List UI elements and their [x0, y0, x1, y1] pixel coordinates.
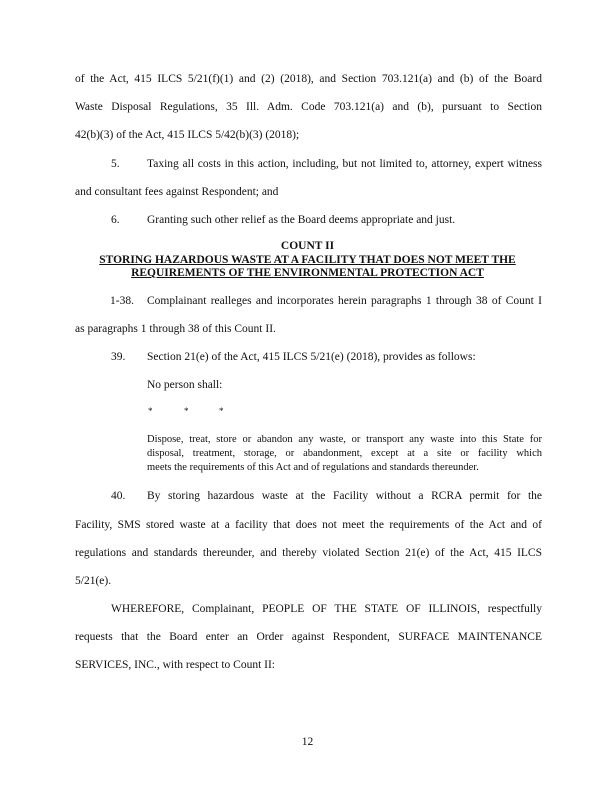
quote-intro: No person shall:: [147, 379, 223, 391]
text-line: as paragraphs 1 through 38 of this Count II.: [75, 323, 276, 335]
count-title-text: STORING HAZARDOUS WASTE AT A FACILITY THAT DOES NOT MEET THE: [99, 254, 516, 266]
text-line: Taxing all costs in this action, including, but not limited to, attorney, expert witness: [147, 158, 542, 170]
count-label: COUNT II: [280, 240, 335, 252]
quote-line: Dispose, treat, store or abandon any waste, or transport any waste into this State for: [147, 434, 542, 445]
ellipsis-star: *: [148, 406, 153, 416]
text-line: Waste Disposal Regulations, 35 Ill. Adm. Code 703.121(a) and (b), pursuant to Section: [75, 101, 542, 113]
text-line: regulations and standards thereunder, and thereby violated Section 21(e) of the Act, 415 ILCS: [75, 547, 542, 559]
count-title-line: [0, 266, 615, 280]
ellipsis-star: *: [219, 406, 224, 416]
quote-line: disposal, treatment, storage, or abandonment, except at a site or facility which: [147, 448, 542, 459]
text-line: of the Act, 415 ILCS 5/21(f)(1) and (2) (2018), and Section 703.121(a) and (b) of the Board: [75, 73, 542, 85]
ellipsis-star: *: [184, 406, 189, 416]
text-line: Granting such other relief as the Board deems appropriate and just.: [147, 214, 456, 226]
paragraph-number: 1-38.: [110, 295, 134, 307]
count-title-line: [0, 253, 615, 267]
text-line: requests that the Board enter an Order against Respondent, SURFACE MAINTENANCE: [75, 631, 542, 643]
text-line: WHEREFORE, Complainant, PEOPLE OF THE STATE OF ILLINOIS, respectfully: [111, 603, 542, 615]
count-title-text: REQUIREMENTS OF THE ENVIRONMENTAL PROTECTION ACT: [131, 267, 484, 279]
text-line: Facility, SMS stored waste at a facility that does not meet the requirements of the Act and of: [75, 519, 542, 531]
text-line: Complainant realleges and incorporates herein paragraphs 1 through 38 of Count I: [147, 295, 542, 307]
text-line: and consultant fees against Respondent; and: [75, 186, 279, 198]
item-number: 6.: [111, 214, 120, 226]
paragraph-number: 40.: [111, 490, 126, 502]
text-line: Section 21(e) of the Act, 415 ILCS 5/21(e) (2018), provides as follows:: [147, 351, 476, 363]
item-number: 5.: [111, 158, 120, 170]
paragraph-number: 39.: [111, 351, 126, 363]
text-line: By storing hazardous waste at the Facility without a RCRA permit for the: [147, 490, 542, 502]
page-number: 12: [301, 736, 314, 748]
text-line: 5/21(e).: [75, 575, 112, 587]
quote-line: meets the requirements of this Act and of regulations and standards thereunder.: [147, 462, 479, 473]
text-line: SERVICES, INC., with respect to Count II:: [75, 659, 275, 671]
text-line: 42(b)(3) of the Act, 415 ILCS 5/42(b)(3) (2018);: [75, 129, 300, 141]
